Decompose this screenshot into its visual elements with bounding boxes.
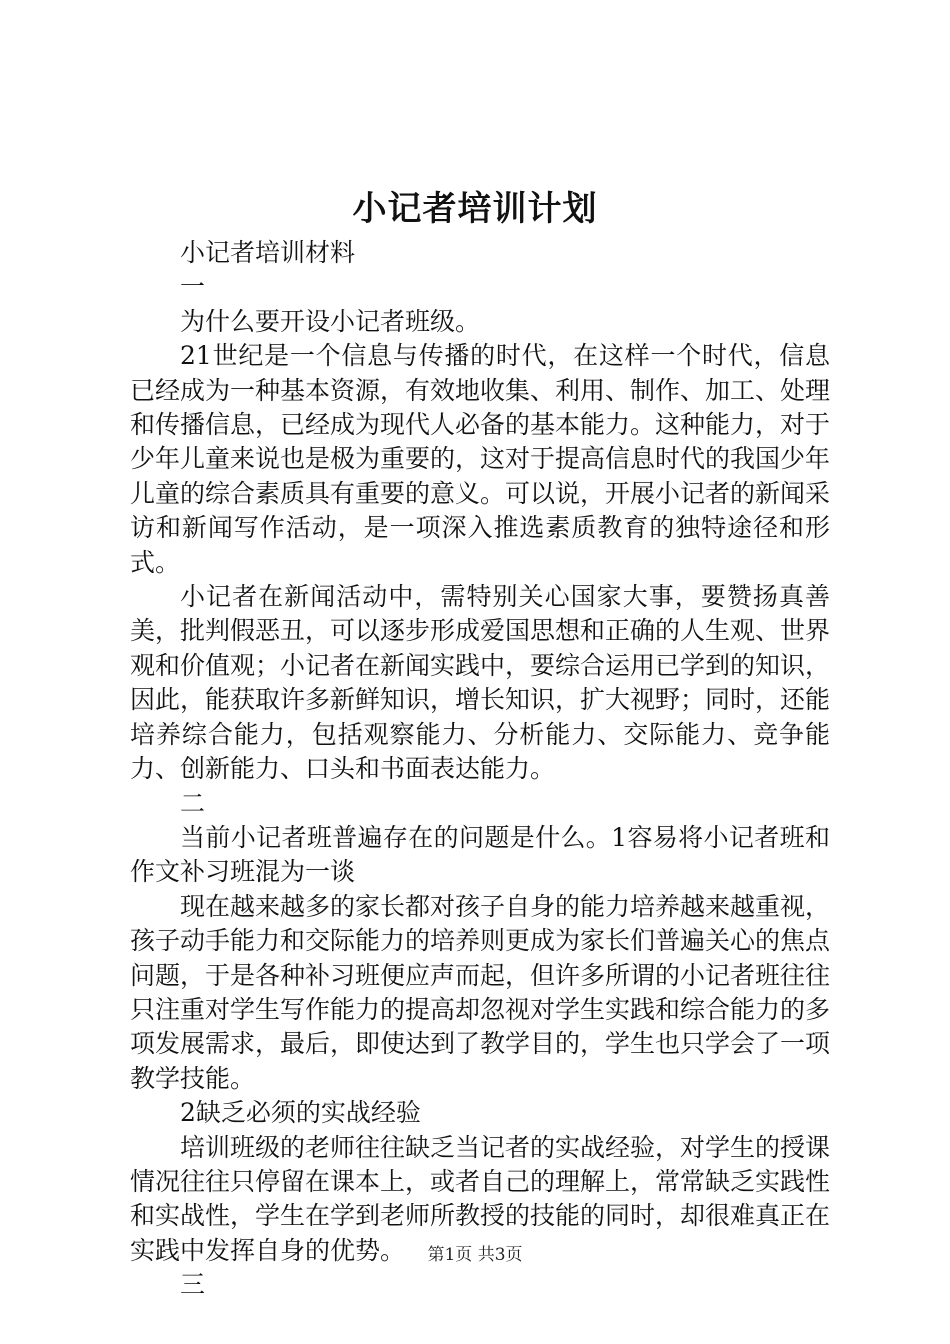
paragraph-teacher-experience: 培训班级的老师往往缺乏当记者的实战经验，对学生的授课情况往往只停留在课本上，或者自己的理解上，常常缺乏实践性和实战性，学生在学到老师所教授的技能的同时，却很难真正在实践中发挥自身的优势。 <box>130 1132 831 1265</box>
section-marker-one: 一 <box>180 272 206 302</box>
paragraph-question-why: 为什么要开设小记者班级。 <box>180 306 481 336</box>
paragraph-news-activities: 小记者在新闻活动中，需特别关心国家大事，要赞扬真善美，批判假恶丑，可以逐步形成爱国思想和正确的人生观、世界观和价值观；小记者在新闻实践中，要综合运用已学到的知识，因此，能获取许多新鲜知识，增长知识，扩大视野；同时，还能培养综合能力，包括观察能力、分析能力、交际能力、竞争能力、创新能力、口头和书面表达能力。 <box>130 582 831 784</box>
section-marker-two: 二 <box>180 788 206 818</box>
section-marker-three: 三 <box>180 1270 206 1300</box>
paragraph-parents-concern: 现在越来越多的家长都对孩子自身的能力培养越来越重视，孩子动手能力和交际能力的培养则更成为家长们普遍关心的焦点问题，于是各种补习班便应声而起，但许多所谓的小记者班往往只注重对学生写作能力的提高却忽视对学生实践和综合能力的多项发展需求，最后，即使达到了教学目的，学生也只学会了一项教学技能。 <box>130 891 831 1093</box>
paragraph-current-problems: 当前小记者班普遍存在的问题是什么。1容易将小记者班和作文补习班混为一谈 <box>130 822 830 887</box>
document-title: 小记者培训计划 <box>352 189 598 229</box>
paragraph-information-age: 21世纪是一个信息与传播的时代，在这样一个时代，信息已经成为一种基本资源，有效地收集、利用、制作、加工、处理和传播信息，已经成为现代人必备的基本能力。这种能力，对于少年儿童来说也是极为重要的，这对于提高信息时代的我国少年儿童的综合素质具有重要的意义。可以说，开展小记者的新闻采访和新闻写作活动，是一项深入推选素质教育的独特途径和形式。 <box>130 341 831 577</box>
paragraph-material-heading: 小记者培训材料 <box>180 238 356 267</box>
document-body <box>130 236 830 1303</box>
page-number-footer: 第1页 共3页 <box>427 1245 523 1265</box>
paragraph-lack-experience-heading: 2缺乏必须的实战经验 <box>180 1098 421 1128</box>
